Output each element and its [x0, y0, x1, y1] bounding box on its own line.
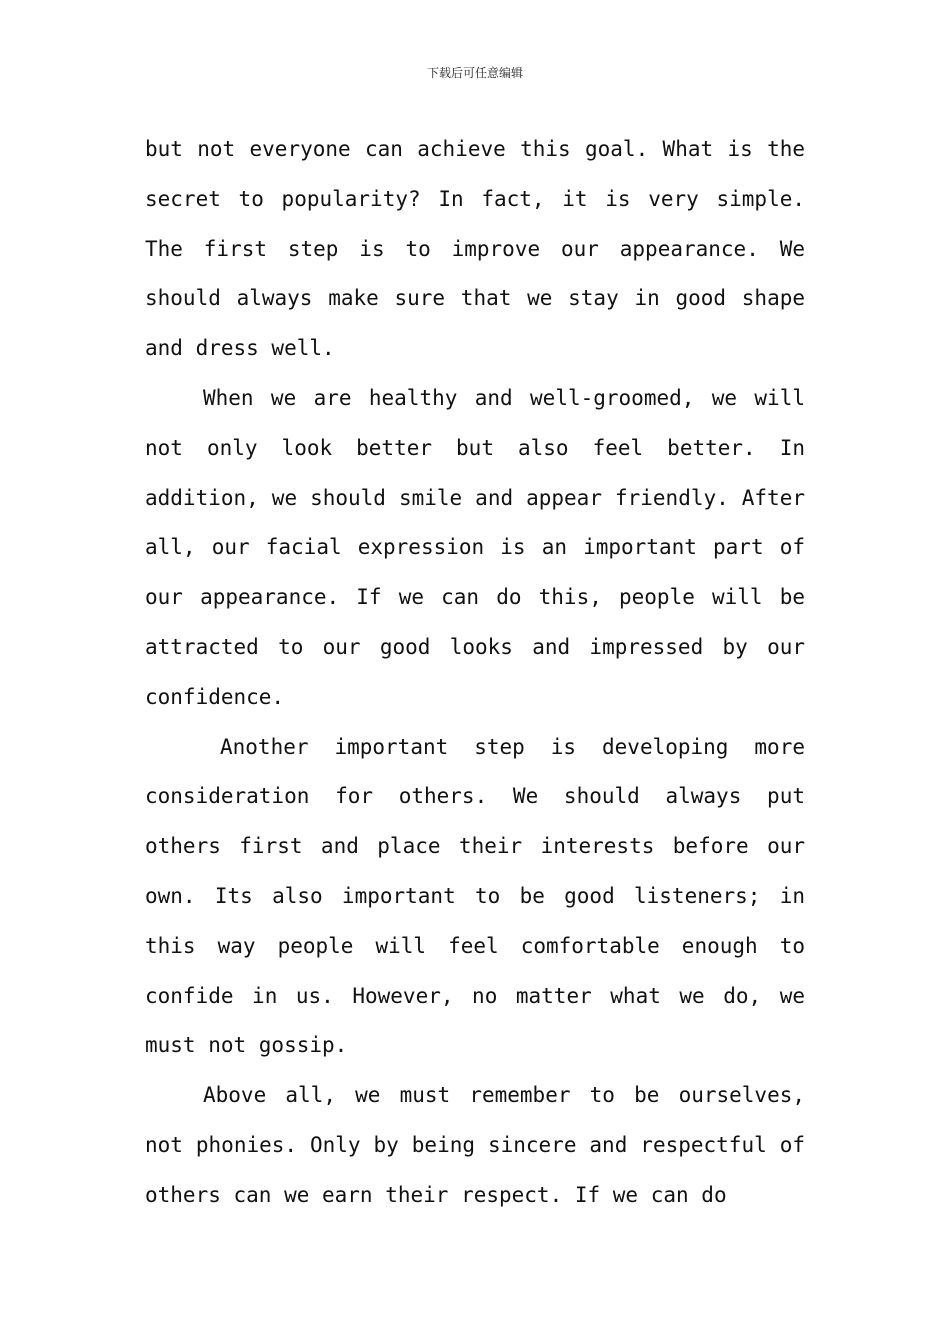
paragraph-1: but not everyone can achieve this goal. What is the secret to popularity? In fact, it is very simple. The first step is to improve our appearance. We should always make sure that we stay in good shape and dress well.	[145, 137, 805, 361]
paragraph-3: Another important step is developing more consideration for others. We should always put others first and place their interests before our own. Its also important to be good listeners; in this way people will feel comfortable enough to confide in us. However, no matter what we do, we must not gossip.	[145, 734, 805, 1058]
paragraph-2: When we are healthy and well-groomed, we will not only look better but also feel better. In addition, we should smile and appear friendly. After all, our facial expression is an important part of our appearance. If we can do this, people will be attracted to our good looks and impressed by our confidence.	[145, 385, 805, 709]
page-header: 下载后可任意编辑	[426, 66, 523, 80]
paragraph-4: Above all, we must remember to be ourselves, not phonies. Only by being sincere and respectful of others can we earn their respect. If we can do	[145, 1083, 805, 1207]
document-body	[145, 125, 805, 1221]
